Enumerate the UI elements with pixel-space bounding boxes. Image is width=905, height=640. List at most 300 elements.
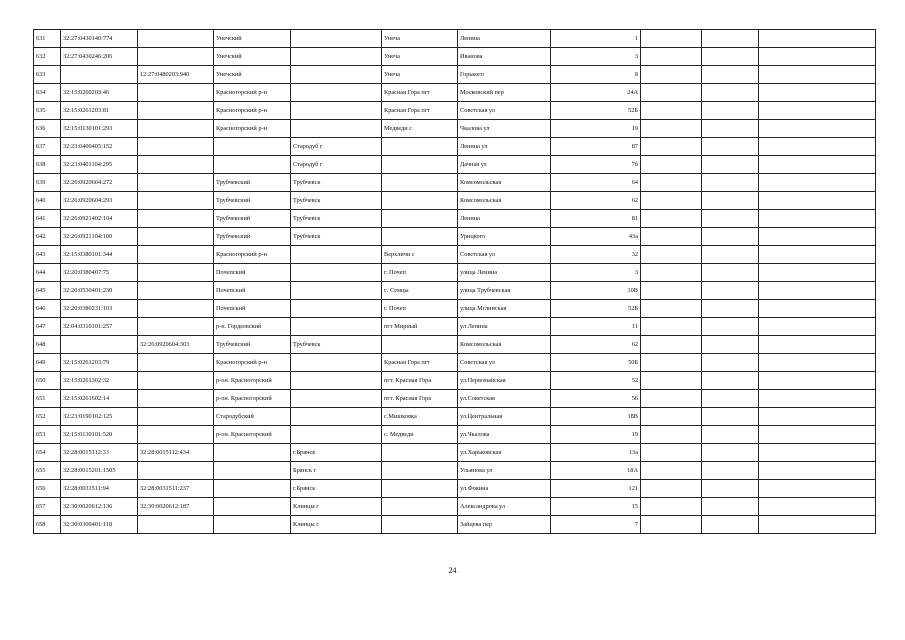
- cell-row-number: 650: [34, 372, 61, 390]
- cell-row-number: 641: [34, 210, 61, 228]
- cell-settlement: Красная Гора пгт: [382, 102, 458, 120]
- cell-extra-col-a: [641, 282, 702, 300]
- cell-district: Красногорский р-н: [214, 246, 291, 264]
- cell-house-number: 64: [551, 174, 641, 192]
- cell-alt-cadastral-number: 32:28:0031511:237: [138, 480, 214, 498]
- cell-extra-col-b: [702, 48, 759, 66]
- cell-row-number: 638: [34, 156, 61, 174]
- table-row: [34, 48, 876, 66]
- cell-row-number: 649: [34, 354, 61, 372]
- cell-alt-cadastral-number: [138, 102, 214, 120]
- cell-house-number: 19: [551, 426, 641, 444]
- cell-city: Брянск г: [291, 462, 382, 480]
- cell-district: Трубчевский: [214, 336, 291, 354]
- cell-street: Александрова ул: [458, 498, 551, 516]
- cell-alt-cadastral-number: [138, 210, 214, 228]
- cell-extra-col-c: [759, 282, 876, 300]
- cell-extra-col-c: [759, 120, 876, 138]
- table-row: [34, 354, 876, 372]
- table-row: [34, 138, 876, 156]
- cell-city: [291, 408, 382, 426]
- cell-extra-col-a: [641, 498, 702, 516]
- cell-district: Трубчевский: [214, 210, 291, 228]
- cell-settlement: [382, 192, 458, 210]
- cell-alt-cadastral-number: [138, 426, 214, 444]
- cell-district: Трубчевский: [214, 228, 291, 246]
- cell-settlement: [382, 174, 458, 192]
- cell-district: [214, 444, 291, 462]
- cell-extra-col-c: [759, 192, 876, 210]
- cell-street: улица Мглинская: [458, 300, 551, 318]
- cell-row-number: 653: [34, 426, 61, 444]
- cell-alt-cadastral-number: 32:28:0015112:434: [138, 444, 214, 462]
- cell-cadastral-number: 32:15:0261203:81: [61, 102, 138, 120]
- table-row: [34, 174, 876, 192]
- cell-settlement: Верхличи с: [382, 246, 458, 264]
- table-row: [34, 228, 876, 246]
- table-row: [34, 408, 876, 426]
- cell-house-number: 81: [551, 210, 641, 228]
- cell-city: [291, 66, 382, 84]
- cell-extra-col-a: [641, 480, 702, 498]
- cell-settlement: Унеча: [382, 48, 458, 66]
- cell-city: Трубчевск: [291, 210, 382, 228]
- cell-cadastral-number: 32:15:0261602:14: [61, 390, 138, 408]
- cell-extra-col-c: [759, 48, 876, 66]
- cell-cadastral-number: [61, 66, 138, 84]
- cell-row-number: 656: [34, 480, 61, 498]
- cell-extra-col-b: [702, 408, 759, 426]
- cell-street: Комсомольская: [458, 192, 551, 210]
- cell-extra-col-b: [702, 210, 759, 228]
- cell-city: Трубчевск: [291, 192, 382, 210]
- cell-extra-col-b: [702, 426, 759, 444]
- cell-city: Стародуб г: [291, 156, 382, 174]
- cell-extra-col-a: [641, 84, 702, 102]
- cell-city: [291, 84, 382, 102]
- cell-row-number: 636: [34, 120, 61, 138]
- cell-district: [214, 156, 291, 174]
- cell-extra-col-c: [759, 102, 876, 120]
- cell-extra-col-a: [641, 66, 702, 84]
- cell-district: Унечский: [214, 30, 291, 48]
- cell-cadastral-number: 32:15:0380101:344: [61, 246, 138, 264]
- cell-extra-col-a: [641, 48, 702, 66]
- cell-extra-col-b: [702, 102, 759, 120]
- cell-extra-col-b: [702, 156, 759, 174]
- cell-city: [291, 426, 382, 444]
- cell-street: Зайцева пер: [458, 516, 551, 534]
- cell-alt-cadastral-number: [138, 138, 214, 156]
- cell-alt-cadastral-number: 12:27:0480203:940: [138, 66, 214, 84]
- cell-cadastral-number: 32:20:0380407:75: [61, 264, 138, 282]
- cell-house-number: 3: [551, 264, 641, 282]
- cell-cadastral-number: 32:30:0020612:136: [61, 498, 138, 516]
- cell-district: р-н. Гордеевский: [214, 318, 291, 336]
- cell-city: Стародуб г: [291, 138, 382, 156]
- table-row: [34, 66, 876, 84]
- cell-cadastral-number: 32:26:0920604:272: [61, 174, 138, 192]
- cell-cadastral-number: 32:28:0015112:33: [61, 444, 138, 462]
- cell-settlement: с. Семцы: [382, 282, 458, 300]
- cell-row-number: 633: [34, 66, 61, 84]
- cell-house-number: 10В: [551, 282, 641, 300]
- cell-cadastral-number: 32:15:0260203:46: [61, 84, 138, 102]
- cell-settlement: с.Мишковка: [382, 408, 458, 426]
- cell-extra-col-c: [759, 300, 876, 318]
- cell-street: Ульянова ул: [458, 462, 551, 480]
- table-row: [34, 156, 876, 174]
- cell-extra-col-b: [702, 282, 759, 300]
- table-row: [34, 336, 876, 354]
- cell-extra-col-b: [702, 390, 759, 408]
- cell-extra-col-c: [759, 372, 876, 390]
- cell-cadastral-number: 32:23:0400405:152: [61, 138, 138, 156]
- cell-extra-col-c: [759, 246, 876, 264]
- cell-settlement: Унеча: [382, 30, 458, 48]
- cell-house-number: 43а: [551, 228, 641, 246]
- cell-row-number: 640: [34, 192, 61, 210]
- cell-extra-col-a: [641, 264, 702, 282]
- cell-alt-cadastral-number: [138, 462, 214, 480]
- cell-settlement: пгт. Красная Гора: [382, 372, 458, 390]
- cell-cadastral-number: 32:15:0261203:79: [61, 354, 138, 372]
- cell-house-number: 62: [551, 336, 641, 354]
- cell-street: Ленина: [458, 210, 551, 228]
- table-row: [34, 282, 876, 300]
- cell-street: Советская ул: [458, 102, 551, 120]
- cell-alt-cadastral-number: [138, 390, 214, 408]
- cell-alt-cadastral-number: [138, 30, 214, 48]
- cell-extra-col-b: [702, 120, 759, 138]
- cell-extra-col-c: [759, 264, 876, 282]
- cell-district: Красногорский р-н: [214, 84, 291, 102]
- cell-row-number: 655: [34, 462, 61, 480]
- cell-extra-col-b: [702, 498, 759, 516]
- cell-cadastral-number: 32:30:0300401:118: [61, 516, 138, 534]
- cell-extra-col-a: [641, 138, 702, 156]
- cell-district: Почепский: [214, 300, 291, 318]
- cell-cadastral-number: 32:15:0130101:520: [61, 426, 138, 444]
- table-row: [34, 246, 876, 264]
- cell-district: [214, 138, 291, 156]
- cell-settlement: Медведи с: [382, 120, 458, 138]
- cell-extra-col-b: [702, 192, 759, 210]
- cell-house-number: 7б: [551, 156, 641, 174]
- table-row: [34, 264, 876, 282]
- cell-row-number: 647: [34, 318, 61, 336]
- cell-district: Почепский: [214, 264, 291, 282]
- cell-extra-col-b: [702, 336, 759, 354]
- cell-settlement: Унеча: [382, 66, 458, 84]
- cell-cadastral-number: 32:20:0380231:103: [61, 300, 138, 318]
- cell-street: Горького: [458, 66, 551, 84]
- cell-city: [291, 264, 382, 282]
- cell-row-number: 648: [34, 336, 61, 354]
- cell-district: Красногорский р-н: [214, 354, 291, 372]
- cell-cadastral-number: 32:15:0261302:32: [61, 372, 138, 390]
- cell-extra-col-c: [759, 210, 876, 228]
- cell-extra-col-a: [641, 516, 702, 534]
- cell-cadastral-number: 32:20:0530401:230: [61, 282, 138, 300]
- cell-settlement: [382, 210, 458, 228]
- cell-cadastral-number: 32:28:0031511:94: [61, 480, 138, 498]
- cell-extra-col-b: [702, 228, 759, 246]
- table-row: [34, 480, 876, 498]
- cell-district: [214, 516, 291, 534]
- cell-cadastral-number: 32:28:0015201:1505: [61, 462, 138, 480]
- cell-street: ул Ленина: [458, 318, 551, 336]
- table-row: [34, 444, 876, 462]
- cell-district: Стародубский: [214, 408, 291, 426]
- cell-house-number: 56: [551, 390, 641, 408]
- cell-alt-cadastral-number: [138, 372, 214, 390]
- cell-extra-col-b: [702, 354, 759, 372]
- cell-street: ул.Чкалова: [458, 426, 551, 444]
- cell-city: [291, 318, 382, 336]
- cell-extra-col-a: [641, 102, 702, 120]
- cell-row-number: 654: [34, 444, 61, 462]
- cell-alt-cadastral-number: [138, 246, 214, 264]
- cell-extra-col-c: [759, 138, 876, 156]
- table-row: [34, 300, 876, 318]
- cell-district: Красногорский р-н: [214, 102, 291, 120]
- cell-settlement: [382, 516, 458, 534]
- cell-house-number: 24А: [551, 84, 641, 102]
- cell-alt-cadastral-number: [138, 300, 214, 318]
- cell-city: [291, 300, 382, 318]
- cell-cadastral-number: 32:04:0310101:257: [61, 318, 138, 336]
- cell-house-number: 18В: [551, 408, 641, 426]
- cell-street: улица Трубчевская: [458, 282, 551, 300]
- cell-row-number: 643: [34, 246, 61, 264]
- cell-extra-col-a: [641, 156, 702, 174]
- cell-settlement: [382, 228, 458, 246]
- cell-row-number: 646: [34, 300, 61, 318]
- cell-extra-col-a: [641, 462, 702, 480]
- cell-alt-cadastral-number: [138, 84, 214, 102]
- cell-cadastral-number: 32:23:0401104:295: [61, 156, 138, 174]
- cell-alt-cadastral-number: [138, 192, 214, 210]
- table-row: [34, 372, 876, 390]
- cell-city: Трубчевск: [291, 336, 382, 354]
- cell-city: Трубчевск: [291, 228, 382, 246]
- cell-city: [291, 372, 382, 390]
- cell-alt-cadastral-number: 32:30:0020612:187: [138, 498, 214, 516]
- cell-district: Красногорский р-н: [214, 120, 291, 138]
- cell-settlement: [382, 480, 458, 498]
- table-row: [34, 426, 876, 444]
- cell-house-number: 50Б: [551, 354, 641, 372]
- cell-row-number: 639: [34, 174, 61, 192]
- cell-cadastral-number: 32:27:0430140:774: [61, 30, 138, 48]
- cell-extra-col-a: [641, 120, 702, 138]
- cell-extra-col-b: [702, 30, 759, 48]
- cell-extra-col-a: [641, 210, 702, 228]
- table-row: [34, 120, 876, 138]
- cell-extra-col-a: [641, 336, 702, 354]
- cell-cadastral-number: 32:27:0430246:206: [61, 48, 138, 66]
- cell-street: Комсомольская: [458, 336, 551, 354]
- cell-cadastral-number: 32:26:0920604:293: [61, 192, 138, 210]
- cell-settlement: [382, 138, 458, 156]
- cell-street: Советская ул: [458, 246, 551, 264]
- cell-extra-col-a: [641, 174, 702, 192]
- table-row: [34, 192, 876, 210]
- cell-settlement: г. Почеп: [382, 300, 458, 318]
- property-table: [33, 29, 876, 534]
- table-row: [34, 516, 876, 534]
- cell-extra-col-a: [641, 246, 702, 264]
- page-number: 24: [448, 566, 457, 575]
- table-row: [34, 210, 876, 228]
- cell-house-number: 3: [551, 48, 641, 66]
- cell-extra-col-a: [641, 408, 702, 426]
- cell-street: улица Ленина: [458, 264, 551, 282]
- cell-house-number: 52: [551, 372, 641, 390]
- cell-extra-col-a: [641, 444, 702, 462]
- cell-extra-col-a: [641, 372, 702, 390]
- cell-extra-col-a: [641, 318, 702, 336]
- cell-extra-col-b: [702, 444, 759, 462]
- cell-extra-col-c: [759, 336, 876, 354]
- cell-extra-col-c: [759, 174, 876, 192]
- cell-extra-col-a: [641, 228, 702, 246]
- cell-alt-cadastral-number: [138, 228, 214, 246]
- cell-extra-col-a: [641, 426, 702, 444]
- table-row: [34, 498, 876, 516]
- cell-house-number: 18А: [551, 462, 641, 480]
- cell-settlement: [382, 498, 458, 516]
- cell-cadastral-number: 32:26:0921402:104: [61, 210, 138, 228]
- cell-extra-col-c: [759, 84, 876, 102]
- cell-row-number: 651: [34, 390, 61, 408]
- cell-street: ул.Первомайская: [458, 372, 551, 390]
- cell-extra-col-c: [759, 228, 876, 246]
- table-row: [34, 390, 876, 408]
- cell-extra-col-c: [759, 408, 876, 426]
- table-row: [34, 30, 876, 48]
- cell-house-number: 52Б: [551, 300, 641, 318]
- cell-extra-col-c: [759, 156, 876, 174]
- cell-street: ул.Центральная: [458, 408, 551, 426]
- cell-alt-cadastral-number: [138, 264, 214, 282]
- cell-extra-col-a: [641, 192, 702, 210]
- cell-extra-col-b: [702, 246, 759, 264]
- cell-street: Московский пер: [458, 84, 551, 102]
- cell-street: Ленина: [458, 30, 551, 48]
- cell-extra-col-b: [702, 516, 759, 534]
- cell-house-number: 87: [551, 138, 641, 156]
- cell-extra-col-c: [759, 30, 876, 48]
- cell-street: ул.Фокина: [458, 480, 551, 498]
- cell-city: [291, 102, 382, 120]
- cell-extra-col-b: [702, 264, 759, 282]
- cell-extra-col-b: [702, 462, 759, 480]
- cell-street: Ленина ул: [458, 138, 551, 156]
- cell-house-number: 19: [551, 120, 641, 138]
- cell-district: Трубчевский: [214, 174, 291, 192]
- cell-extra-col-c: [759, 498, 876, 516]
- cell-settlement: [382, 156, 458, 174]
- cell-street: Иванова: [458, 48, 551, 66]
- table-row: [34, 102, 876, 120]
- cell-street: Советская ул: [458, 354, 551, 372]
- cell-city: г.Брянск: [291, 480, 382, 498]
- cell-city: [291, 246, 382, 264]
- cell-row-number: 644: [34, 264, 61, 282]
- cell-house-number: 121: [551, 480, 641, 498]
- cell-house-number: 52Б: [551, 102, 641, 120]
- cell-district: р-он. Красногорский: [214, 426, 291, 444]
- cell-street: Урицкого: [458, 228, 551, 246]
- cell-alt-cadastral-number: 32:26:0920604:303: [138, 336, 214, 354]
- table-row: [34, 84, 876, 102]
- cell-city: Клинцы г: [291, 516, 382, 534]
- cell-row-number: 632: [34, 48, 61, 66]
- cell-row-number: 645: [34, 282, 61, 300]
- cell-alt-cadastral-number: [138, 48, 214, 66]
- cell-house-number: 13а: [551, 444, 641, 462]
- cell-extra-col-b: [702, 300, 759, 318]
- cell-street: ул.Харьковская: [458, 444, 551, 462]
- cell-row-number: 657: [34, 498, 61, 516]
- cell-alt-cadastral-number: [138, 318, 214, 336]
- cell-district: р-он. Красногорский: [214, 390, 291, 408]
- table-body: [34, 30, 876, 534]
- cell-row-number: 635: [34, 102, 61, 120]
- cell-district: [214, 498, 291, 516]
- cell-house-number: 7: [551, 516, 641, 534]
- cell-street: Комсомольская: [458, 174, 551, 192]
- cell-street: ул.Советская: [458, 390, 551, 408]
- cell-district: р-он. Красногорский: [214, 372, 291, 390]
- cell-alt-cadastral-number: [138, 174, 214, 192]
- cell-alt-cadastral-number: [138, 408, 214, 426]
- cell-extra-col-b: [702, 138, 759, 156]
- cell-district: [214, 480, 291, 498]
- cell-cadastral-number: [61, 336, 138, 354]
- cell-district: [214, 462, 291, 480]
- cell-row-number: 634: [34, 84, 61, 102]
- cell-extra-col-b: [702, 372, 759, 390]
- cell-settlement: г. Почеп: [382, 264, 458, 282]
- cell-alt-cadastral-number: [138, 156, 214, 174]
- cell-extra-col-b: [702, 174, 759, 192]
- cell-settlement: [382, 462, 458, 480]
- cell-district: Трубчевский: [214, 192, 291, 210]
- cell-extra-col-b: [702, 66, 759, 84]
- cell-house-number: 11: [551, 318, 641, 336]
- cell-city: г.Брянск: [291, 444, 382, 462]
- cell-settlement: [382, 336, 458, 354]
- cell-district: Унечский: [214, 66, 291, 84]
- cell-extra-col-b: [702, 480, 759, 498]
- cell-extra-col-c: [759, 444, 876, 462]
- cell-house-number: 32: [551, 246, 641, 264]
- cell-alt-cadastral-number: [138, 354, 214, 372]
- cell-settlement: Красная Гора пгт: [382, 354, 458, 372]
- cell-extra-col-c: [759, 426, 876, 444]
- cell-alt-cadastral-number: [138, 516, 214, 534]
- cell-city: [291, 390, 382, 408]
- document-page: [33, 29, 875, 534]
- cell-row-number: 652: [34, 408, 61, 426]
- cell-city: [291, 120, 382, 138]
- cell-settlement: пгт Мирный: [382, 318, 458, 336]
- cell-row-number: 637: [34, 138, 61, 156]
- cell-cadastral-number: 32:15:0130101:293: [61, 120, 138, 138]
